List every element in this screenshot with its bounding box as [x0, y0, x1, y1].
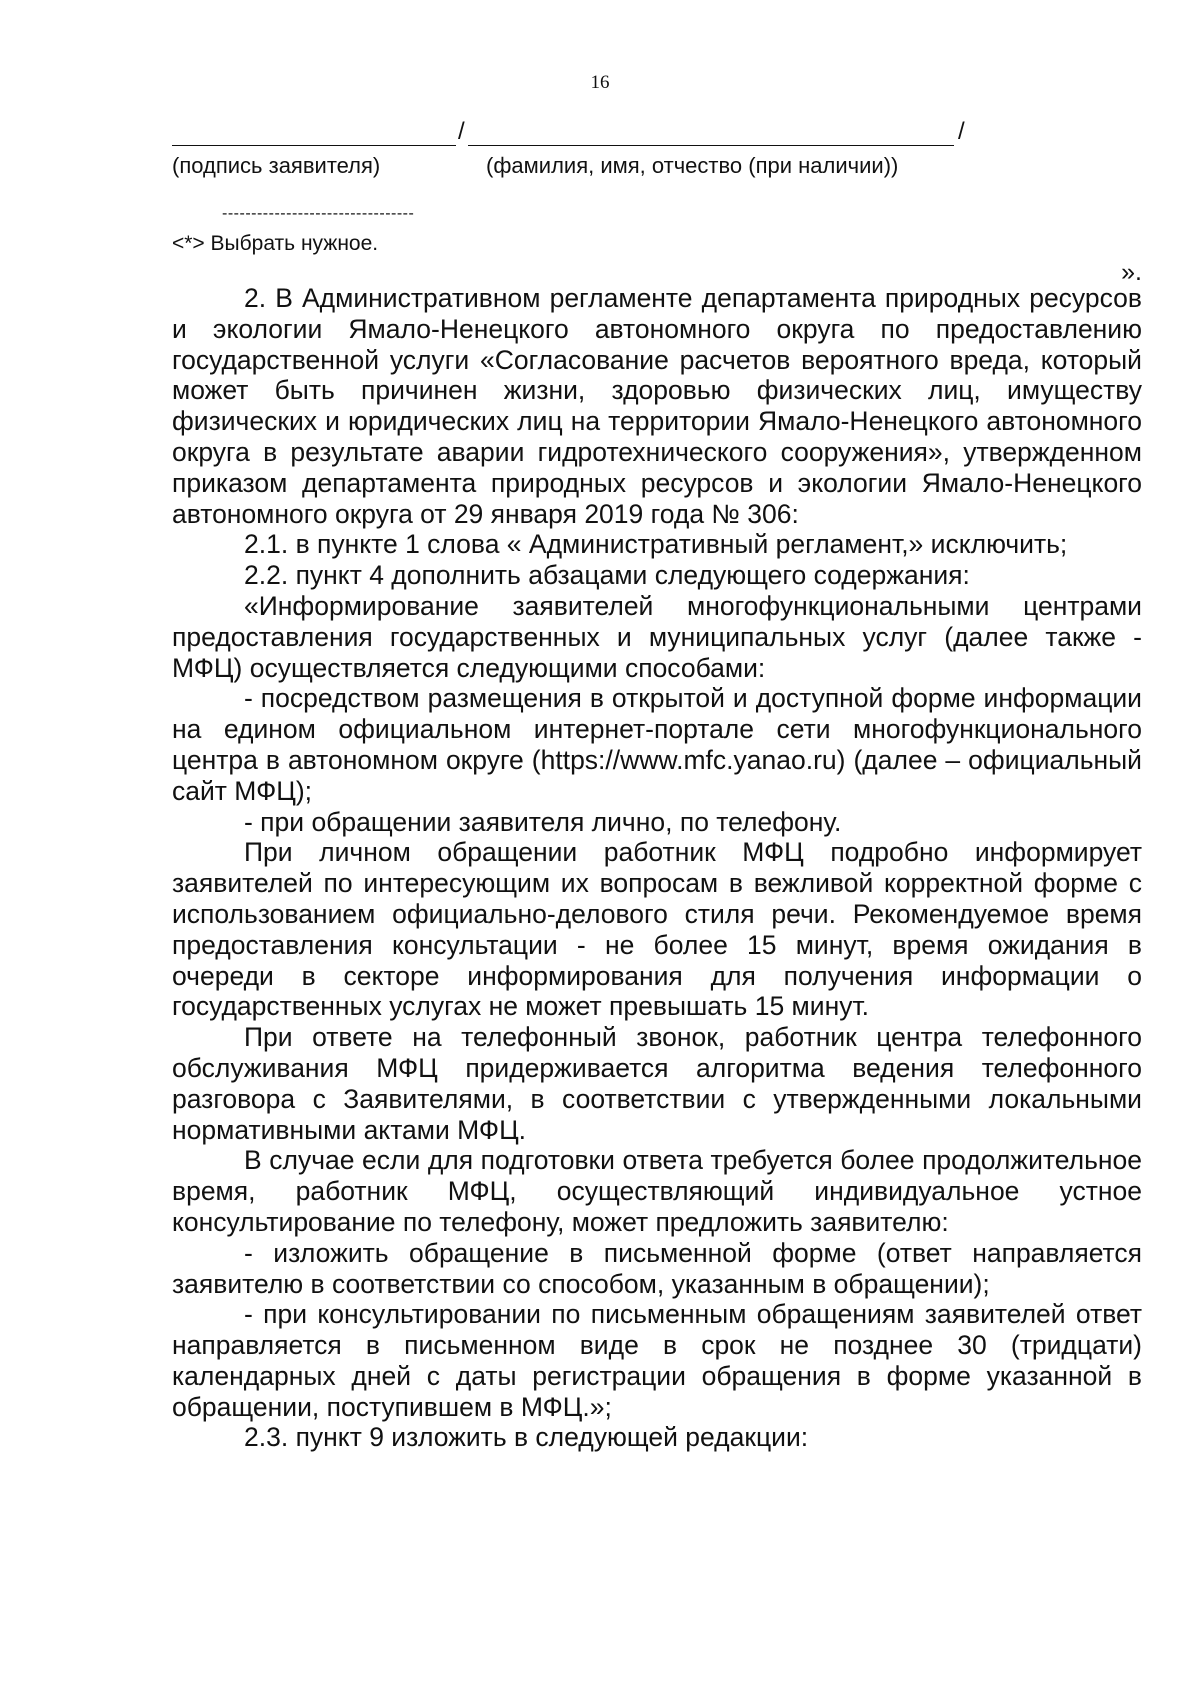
document-body — [172, 283, 1142, 1453]
quote-end: ». — [1121, 258, 1142, 286]
page-number: 16 — [590, 72, 610, 93]
paragraph: «Информирование заявителей многофункциональными центрами предоставления государственных и муниципальных услуг (далее также - МФЦ) осуществляется следующими способами: — [172, 590, 1142, 683]
footnote-separator: --------------------------------- — [222, 205, 415, 222]
signature-caption: (подпись заявителя) — [172, 153, 381, 178]
paragraph: 2.3. пункт 9 изложить в следующей редакции: — [244, 1422, 809, 1453]
paragraph: 2. В Административном регламенте департамента природных ресурсов и экологии Ямало-Ненецкого автономного округа по предоставлению государственной услуги «Согласование расчетов вероятного вреда, который может быть причинен жизни, здоровью физических лиц, имуществу физических и юридических лиц на территории Ямало-Ненецкого автономного округа в результате аварии гидротехнического сооружения», утвержденном приказом департамента природных ресурсов и экологии Ямало-Ненецкого автономного округа от 29 января 2019 года № 306: — [172, 283, 1142, 529]
signature-slash-1: / — [458, 118, 465, 145]
signature-blank — [172, 118, 456, 146]
name-caption: (фамилия, имя, отчество (при наличии)) — [486, 153, 899, 178]
paragraph: В случае если для подготовки ответа требуется более продолжительное время, работник МФЦ, осуществляющий индивидуальное устное консультирование по телефону, может предложить заявителю: — [172, 1145, 1142, 1237]
paragraph: - при консультировании по письменным обращениям заявителей ответ направляется в письменном виде в срок не позднее 30 (тридцати) календарных дней с даты регистрации обращения в форме указанной в обращении, поступившем в МФЦ.»; — [172, 1299, 1142, 1422]
paragraph: - при обращении заявителя лично, по телефону. — [244, 806, 842, 837]
signature-slash-2: / — [958, 118, 965, 145]
paragraph: - посредством размещения в открытой и доступной форме информации на едином официальном интернет-портале сети многофункционального центра в автономном округе (https://www.mfc.yanao.ru) (далее – официальный сайт МФЦ); — [172, 683, 1142, 806]
name-blank — [468, 118, 954, 146]
paragraph: При ответе на телефонный звонок, работник центра телефонного обслуживания МФЦ придерживается алгоритма ведения телефонного разговора с Заявителями, в соответствии с утвержденными локальными нормативными актами МФЦ. — [172, 1022, 1142, 1145]
paragraph: 2.2. пункт 4 дополнить абзацами следующего содержания: — [244, 560, 970, 591]
paragraph: - изложить обращение в письменной форме (ответ направляется заявителю в соответствии со способом, указанным в обращении); — [172, 1237, 1142, 1299]
paragraph: 2.1. в пункте 1 слова « Административный регламент,» исключить; — [244, 529, 1068, 560]
paragraph: При личном обращении работник МФЦ подробно информирует заявителей по интересующим их вопросам в вежливой корректной форме с использованием официально-делового стиля речи. Рекомендуемое время предоставления консультации - не более 15 минут, время ожидания в очереди в секторе информирования для получения информации о государственных услугах не может превышать 15 минут. — [172, 837, 1142, 1022]
footnote-text: <*> Выбрать нужное. — [172, 232, 379, 255]
